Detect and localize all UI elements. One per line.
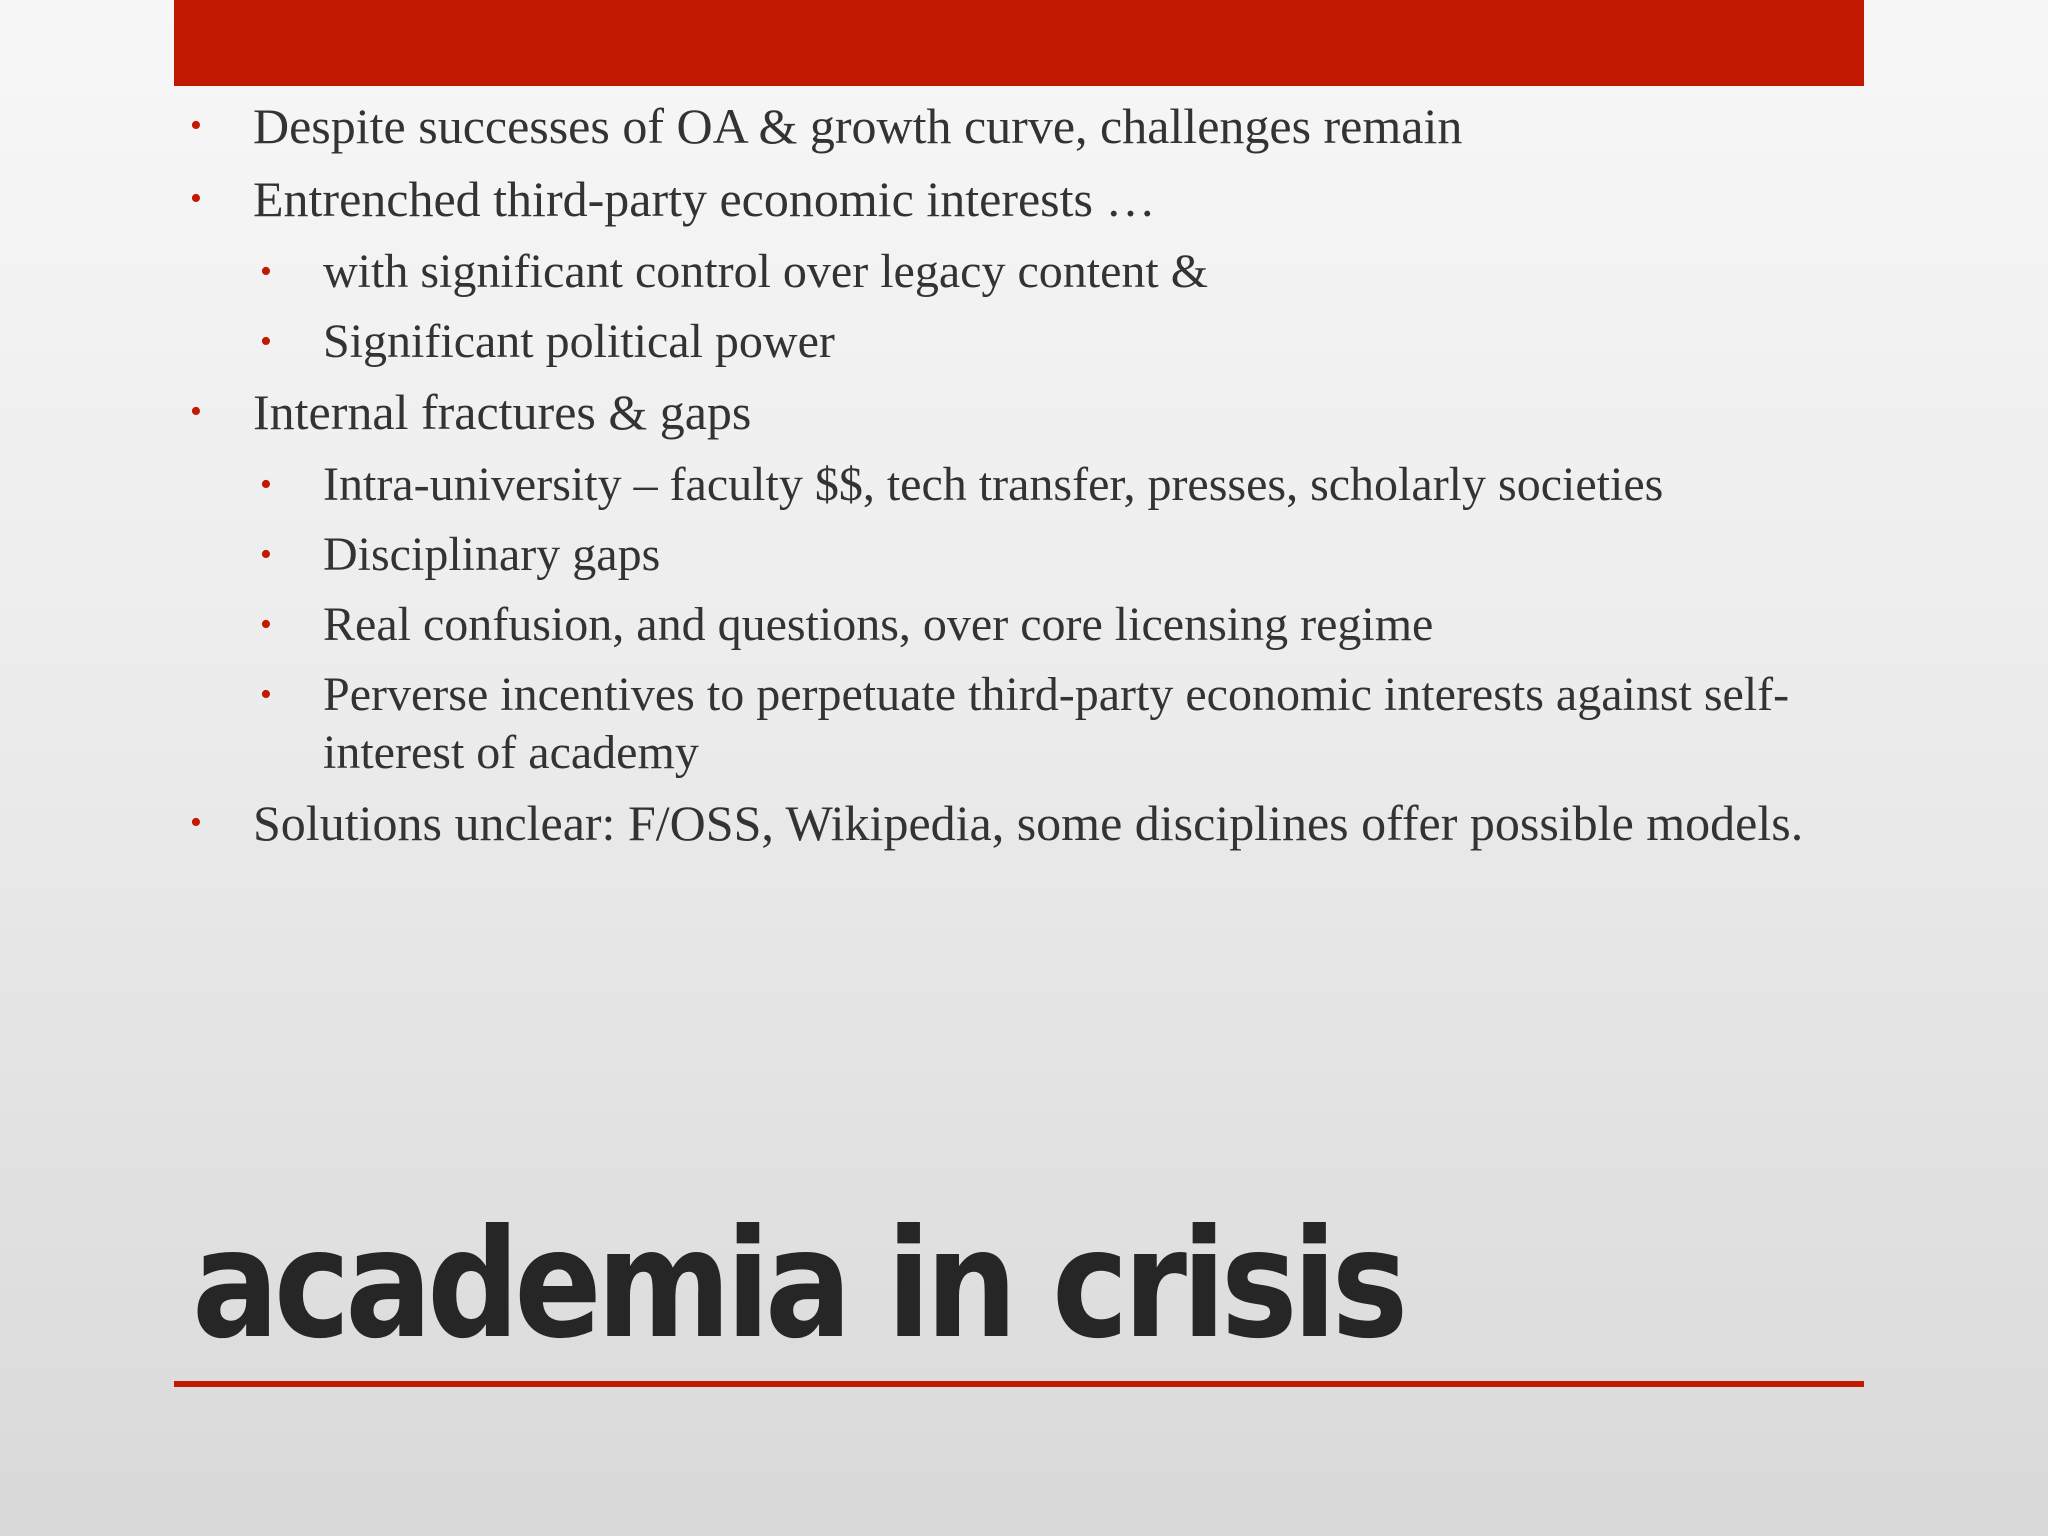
bullet-dot-icon: • xyxy=(190,107,202,144)
bullet-dot-icon: • xyxy=(260,606,272,643)
bullet-text: Significant political power xyxy=(323,315,835,368)
title-area xyxy=(192,1198,1872,1372)
sub-bullet-item xyxy=(190,526,1870,584)
sub-bullet-item xyxy=(190,596,1870,654)
bullet-dot-icon: • xyxy=(260,536,272,573)
bullet-list xyxy=(190,97,1870,852)
bullet-text: Internal fractures & gaps xyxy=(253,384,752,440)
bullet-dot-icon: • xyxy=(190,804,202,841)
top-accent-bar xyxy=(174,0,1864,86)
bullet-dot-icon: • xyxy=(190,180,202,217)
sub-bullet-item xyxy=(190,456,1870,514)
bullet-text: Despite successes of OA & growth curve, challenges remain xyxy=(253,98,1463,154)
sub-bullet-item xyxy=(190,313,1870,371)
bullet-text: Intra-university – faculty $$, tech transfer, presses, scholarly societies xyxy=(323,458,1664,511)
slide-title: academia in crisis xyxy=(192,1198,1404,1372)
bullet-dot-icon: • xyxy=(260,676,272,713)
bullet-text: Entrenched third-party economic interests … xyxy=(253,171,1156,227)
slide-content xyxy=(190,97,1870,867)
bullet-dot-icon: • xyxy=(190,393,202,430)
bullet-item xyxy=(190,383,1870,441)
bullet-item xyxy=(190,97,1870,155)
sub-bullet-item xyxy=(190,666,1870,782)
bullet-item xyxy=(190,794,1870,852)
bullet-dot-icon: • xyxy=(260,253,272,290)
bullet-text: Real confusion, and questions, over core licensing regime xyxy=(323,598,1434,651)
bullet-dot-icon: • xyxy=(260,466,272,503)
bullet-text: Disciplinary gaps xyxy=(323,528,661,581)
bullet-text: with significant control over legacy content & xyxy=(323,245,1209,298)
title-underline xyxy=(174,1381,1864,1387)
bullet-text: Perverse incentives to perpetuate third-party economic interests against self-interest of academy xyxy=(323,668,1790,779)
bullet-item xyxy=(190,170,1870,228)
sub-bullet-item xyxy=(190,243,1870,301)
bullet-dot-icon: • xyxy=(260,323,272,360)
bullet-text: Solutions unclear: F/OSS, Wikipedia, some disciplines offer possible models. xyxy=(253,795,1804,851)
